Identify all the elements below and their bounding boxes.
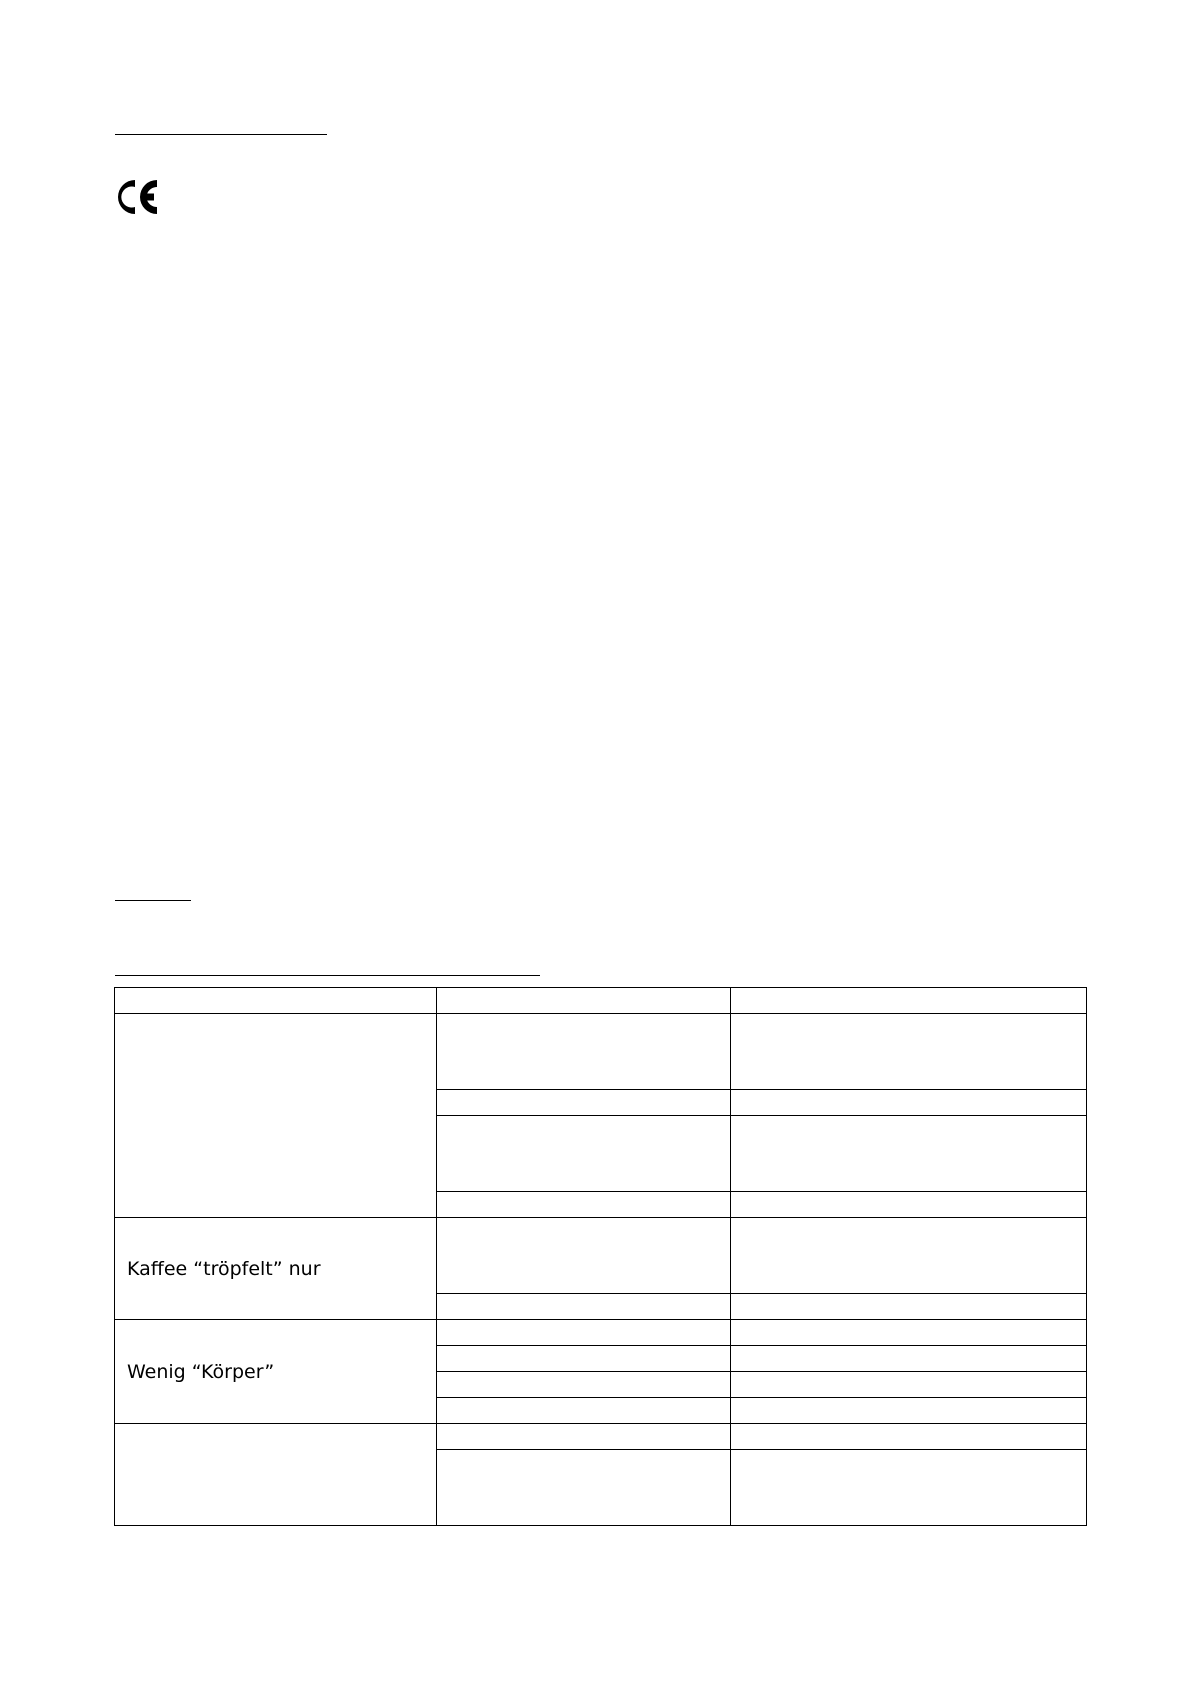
solution-cell [731, 1192, 1087, 1218]
cause-cell [437, 1116, 731, 1192]
solution-cell [731, 1450, 1087, 1526]
troubleshooting-table [114, 987, 1087, 1526]
solution-cell [731, 1090, 1087, 1116]
solution-cell [731, 1116, 1087, 1192]
cause-cell [437, 1346, 731, 1372]
cause-cell [437, 1398, 731, 1424]
solution-cell [731, 1218, 1087, 1294]
cause-cell [437, 1218, 731, 1294]
cause-cell [437, 1294, 731, 1320]
header-cell-cause [437, 988, 731, 1014]
problem-cell: Kaffee “tröpfelt” nur [115, 1218, 437, 1320]
cause-cell [437, 1320, 731, 1346]
table-row [115, 1320, 1087, 1346]
solution-cell [731, 1346, 1087, 1372]
ce-mark-icon [116, 176, 158, 218]
header-cell-problem [115, 988, 437, 1014]
cause-cell [437, 1424, 731, 1450]
header-cell-solution [731, 988, 1087, 1014]
table-header-row [115, 988, 1087, 1014]
table-row [115, 1014, 1087, 1090]
cause-cell [437, 1014, 731, 1090]
solution-cell [731, 1014, 1087, 1090]
solution-cell [731, 1424, 1087, 1450]
cause-cell [437, 1450, 731, 1526]
table-title-underline [115, 975, 540, 976]
cause-cell [437, 1192, 731, 1218]
solution-cell [731, 1320, 1087, 1346]
problem-cell [115, 1014, 437, 1218]
solution-cell [731, 1294, 1087, 1320]
section-underline [115, 900, 191, 901]
problem-cell [115, 1424, 437, 1526]
cause-cell [437, 1090, 731, 1116]
section-underline [115, 134, 327, 135]
solution-cell [731, 1372, 1087, 1398]
cause-cell [437, 1372, 731, 1398]
problem-cell: Wenig “Körper” [115, 1320, 437, 1424]
table-row [115, 1424, 1087, 1450]
solution-cell [731, 1398, 1087, 1424]
table-row [115, 1218, 1087, 1294]
